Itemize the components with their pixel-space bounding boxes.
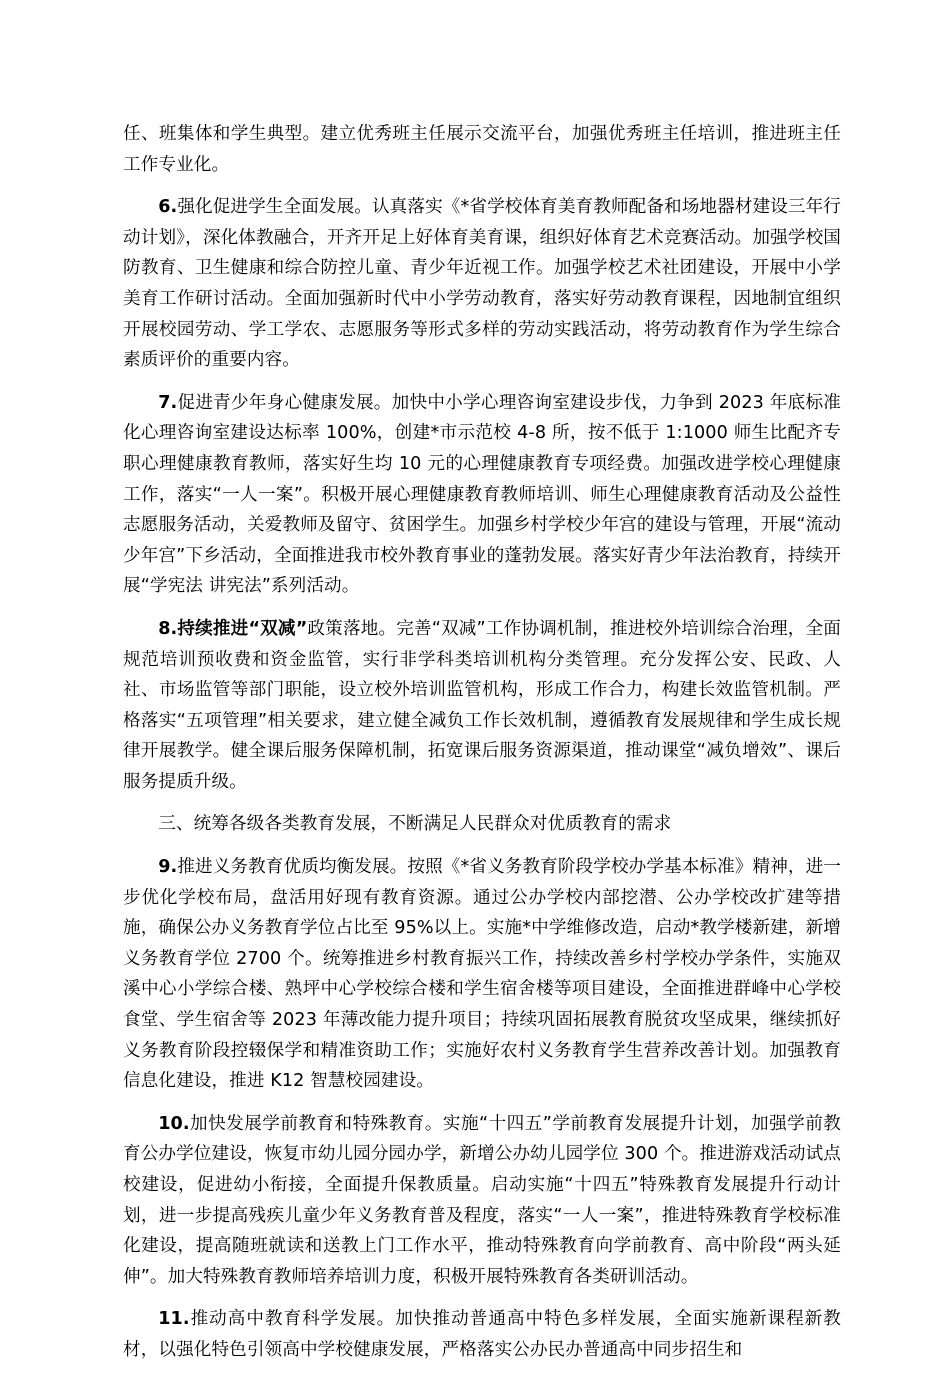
paragraph-text: 加快发展学前教育和特殊教育。实施“十四五”学前教育发展提升计划，加强学前教育公办学位建设，恢复市幼儿园分园办学，新增公办幼儿园学位 300 个。推进游戏活动试点校建设，促进幼小衔接，全面提升保教质量。启动实施“十四五”特殊教育发展提升行动计划，进一步提高残疾儿童少年义务教育普及程度，落实“一人一案”，推进特殊教育学校标准化建设，提高随班就读和送教上门工作水平，推动特殊教育向学前教育、高中阶段“两头延伸”。加大特殊教育教师培养培训力度，积极开展特殊教育各类研训活动。: [123, 1113, 841, 1287]
paragraph-text: 强化促进学生全面发展。认真落实《*省学校体育美育教师配备和场地器材建设三年行动计划》，深化体教融合，开齐开足上好体育美育课，组织好体育艺术竞赛活动。加强学校国防教育、卫生健康和综合防控儿童、青少年近视工作。加强学校艺术社团建设，开展中小学美育工作研讨活动。全面加强新时代中小学劳动教育，落实好劳动教育课程，因地制宜组织开展校园劳动、学工学农、志愿服务等形式多样的劳动实践活动，将劳动教育作为学生综合素质评价的重要内容。: [123, 197, 841, 371]
item-number: 10.: [158, 1113, 190, 1134]
paragraph-item-10: [123, 1109, 841, 1293]
paragraph-text: 促进青少年身心健康发展。加快中小学心理咨询室建设步伐，力争到 2023 年底标准化心理咨询室建设达标率 100%，创建*市示范校 4-8 所，按不低于 1:1000 师生比配齐专职心理健康教育教师，落实好生均 10 元的心理健康教育专项经费。加强改进学校心理健康工作，落实“一人一案”。积极开展心理健康教育教师培训、师生心理健康教育活动及公益性志愿服务活动，关爱教师及留守、贫困学生。加强乡村学校少年宫的建设与管理，开展“流动少年宫”下乡活动，全面推进我市校外教育事业的蓬勃发展。落实好青少年法治教育，持续开展“学宪法 讲宪法”系列活动。: [123, 392, 841, 597]
paragraph-item-6: [123, 192, 841, 376]
paragraph-item-7: [123, 388, 841, 602]
paragraph-text: 任、班集体和学生典型。建立优秀班主任展示交流平台，加强优秀班主任培训，推进班主任工作专业化。: [123, 124, 841, 175]
item-number: 6.: [158, 197, 178, 218]
paragraph-continuation: [123, 119, 841, 180]
item-number: 8.: [158, 618, 178, 639]
section-heading-text: 三、统筹各级各类教育发展，不断满足人民群众对优质教育的需求: [158, 814, 672, 835]
document-body: [123, 119, 841, 1378]
section-heading-3: [123, 809, 841, 840]
item-number: 11.: [158, 1309, 190, 1330]
item-number: 9.: [158, 857, 178, 878]
item-number: 7.: [158, 392, 178, 413]
item-lead-text: 持续推进“双减”: [177, 618, 308, 639]
paragraph-item-8: [123, 614, 841, 798]
paragraph-text: 政策落地。完善“双减”工作协调机制，推进校外培训综合治理，全面规范培训预收费和资金监管，实行非学科类培训机构分类管理。充分发挥公安、民政、人社、市场监管等部门职能，设立校外培训监管机构，形成工作合力，构建长效监管机制。严格落实“五项管理”相关要求，建立健全减负工作长效机制，遵循教育发展规律和学生成长规律开展教学。健全课后服务保障机制，拓宽课后服务资源渠道，推动课堂“减负增效”、课后服务提质升级。: [123, 618, 841, 792]
paragraph-item-9: [123, 852, 841, 1097]
paragraph-text: 推动高中教育科学发展。加快推动普通高中特色多样发展，全面实施新课程新教材，以强化特色引领高中学校健康发展，严格落实公办民办普通高中同步招生和: [123, 1309, 841, 1360]
paragraph-item-11: [123, 1304, 841, 1365]
paragraph-text: 推进义务教育优质均衡发展。按照《*省义务教育阶段学校办学基本标准》精神，进一步优化学校布局，盘活用好现有教育资源。通过公办学校内部挖潜、公办学校改扩建等措施，确保公办义务教育学位占比至 95%以上。实施*中学维修改造，启动*教学楼新建，新增义务教育学位 2700 个。统筹推进乡村教育振兴工作，持续改善乡村学校办学条件，实施双溪中心小学综合楼、熟坪中心学校综合楼和学生宿舍楼等项目建设，全面推进群峰中心学校食堂、学生宿舍等 2023 年薄改能力提升项目；持续巩固拓展教育脱贫攻坚成果，继续抓好义务教育阶段控辍保学和精准资助工作；实施好农村义务教育学生营养改善计划。加强教育信息化建设，推进 K12 智慧校园建设。: [123, 857, 841, 1092]
